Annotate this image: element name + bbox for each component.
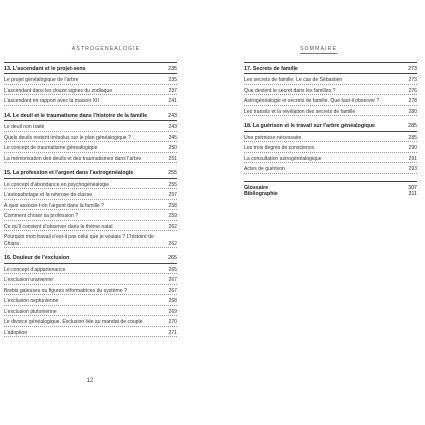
- toc-entry: Comment choisir sa profession ? 259: [4, 213, 177, 220]
- entry-page: 267: [168, 277, 177, 284]
- toc-entry: L’autosabotage et la névrose de classe 257: [4, 192, 177, 199]
- section-title: 13. L’ascendant et le projet-sens 235: [4, 66, 177, 72]
- entry-page: 291: [408, 155, 417, 162]
- glossary-entry: Glossaire 307: [244, 184, 417, 191]
- section-page: 273: [408, 66, 417, 72]
- entry-page: 258: [168, 202, 177, 209]
- section-title: 18. La guérison et le travail sur l’arbre généalogique 285: [244, 123, 417, 130]
- toc-entry: Le deuil non traité 243: [4, 124, 177, 131]
- entry-page: 265: [168, 266, 177, 273]
- toc-entry: Que devient le secret dans les familles ? 276: [244, 87, 417, 94]
- section-rule: [4, 73, 177, 74]
- entry-page: 285: [408, 134, 417, 141]
- section-page: 255: [168, 170, 177, 177]
- entry-page: 276: [408, 87, 417, 94]
- section-rule: [4, 263, 177, 264]
- entry-page: 259: [168, 213, 177, 220]
- section-page: 285: [408, 123, 417, 130]
- toc-right-column: [244, 62, 417, 205]
- toc-entry: La mémorisation des deuils et des traumatismes dans l’arbre 251: [4, 155, 177, 162]
- entry-page: 241: [168, 98, 177, 105]
- entry-page: 280: [408, 108, 417, 115]
- entry-page: 262: [168, 223, 177, 230]
- toc-entry: Une prémisse nécessaire 285: [244, 134, 417, 141]
- section-title: 16. Douleur de l’exclusion 265: [4, 255, 177, 262]
- toc-entry: L’adoption 271: [4, 329, 177, 336]
- entry-page: 271: [168, 329, 177, 336]
- toc-entry: L’exclusion uranienne 267: [4, 277, 177, 284]
- entry-page: 251: [168, 155, 177, 162]
- toc-entry: L’exclusion neptunienne 268: [4, 298, 177, 305]
- entry-page: 307: [408, 184, 417, 191]
- toc-section-16: [4, 255, 177, 337]
- entry-page: 250: [168, 145, 177, 152]
- running-head-right: [212, 46, 425, 52]
- toc-entry: Le concept de traumatisme généalogique 250: [4, 145, 177, 152]
- section-page: 235: [168, 66, 177, 72]
- section-page: 265: [168, 255, 177, 262]
- toc-entry: Ce qu’il convient d’observer dans le thème natal 262: [4, 223, 177, 230]
- toc-entry: L’ascendant dans les douze signes du zodiaque 237: [4, 87, 177, 94]
- toc-entry: Astrogénéalogie et secrets de famille. Que faut-il observer ? 278: [244, 98, 417, 105]
- toc-entry: Le concept d’abondance en psychogénéalogie 255: [4, 181, 177, 188]
- toc-entry: Le projet généalogique de l’arbre 235: [4, 77, 177, 84]
- page-number: 12: [86, 378, 94, 384]
- section-rule: [4, 120, 177, 121]
- toc-entry: Brebis galeuses ou figures réformatrices du système ? 267: [4, 287, 177, 294]
- entry-page: 255: [168, 181, 177, 188]
- running-head-right-text: SOMMAIRE: [299, 46, 338, 52]
- entry-page: 237: [168, 87, 177, 94]
- entry-page: 262: [168, 240, 177, 247]
- toc-entry: La consultation astrogénéalogique 291: [244, 155, 417, 162]
- entry-page: 235: [168, 77, 177, 84]
- toc-entry: L’exclusion plutonienne 269: [4, 308, 177, 315]
- toc-entry: Quels deuils restent irrésolus sur le plan généalogique ? 245: [4, 134, 177, 141]
- toc-section-18: [244, 123, 417, 173]
- section-title: 14. Le deuil et le traumatisme dans l’histoire de la famille 243: [4, 112, 177, 119]
- entry-page: 243: [168, 124, 177, 131]
- section-rule: [244, 181, 417, 182]
- toc-entry: Actes de guérison 293: [244, 166, 417, 173]
- entry-page: 273: [408, 77, 417, 84]
- entry-page: 293: [408, 166, 417, 173]
- toc-back-matter: [244, 181, 417, 198]
- column-top-rule: [4, 62, 177, 63]
- toc-left-column: [4, 62, 177, 344]
- running-head-left: ASTROGÉNÉALOGIE: [71, 46, 141, 52]
- section-rule: [244, 73, 417, 74]
- entry-page: 268: [168, 298, 177, 305]
- section-rule: [244, 131, 417, 132]
- entry-page: 270: [168, 319, 177, 326]
- toc-entry: Les secrets de famille. Le cas de Sébastien 273: [244, 77, 417, 84]
- entry-page: 267: [168, 287, 177, 294]
- entry-page: 278: [408, 98, 417, 105]
- toc-entry: Le divorce généalogique. Exclusion liée au mandat de couple 270: [4, 319, 177, 326]
- toc-section-14: [4, 113, 177, 163]
- toc-section-13: [4, 66, 177, 106]
- toc-section-15: [4, 170, 177, 248]
- section-rule: [4, 178, 177, 179]
- section-page: 243: [168, 112, 177, 119]
- entry-page: 290: [408, 145, 417, 152]
- toc-section-17: [244, 66, 417, 116]
- bibliography-entry: Bibliographie 311: [244, 191, 417, 198]
- entry-page: 269: [168, 308, 177, 315]
- column-top-rule: [244, 62, 417, 63]
- entry-page: 257: [168, 192, 177, 199]
- entry-page: 311: [408, 191, 417, 198]
- toc-entry: À quoi associe-t-on l’argent dans la famille ? 258: [4, 202, 177, 209]
- toc-entry: Les trois degrés de conscience 290: [244, 145, 417, 152]
- section-title: 17. Secrets de famille 273: [244, 66, 417, 72]
- toc-entry: Pourquoi mon travail n’est-il pas celui que je voulais ? L’histoire de Chiara 262: [4, 234, 177, 247]
- toc-entry: Le concept d’appartenance 265: [4, 266, 177, 273]
- toc-entry: Les transits et la révélation des secrets de famille 280: [244, 108, 417, 115]
- section-title: 15. La profession et l’argent dans l’astrogénéalogie 255: [4, 170, 177, 177]
- toc-entry: L’ascendant en rapport avec la maison XII 241: [4, 98, 177, 105]
- entry-page: 245: [168, 134, 177, 141]
